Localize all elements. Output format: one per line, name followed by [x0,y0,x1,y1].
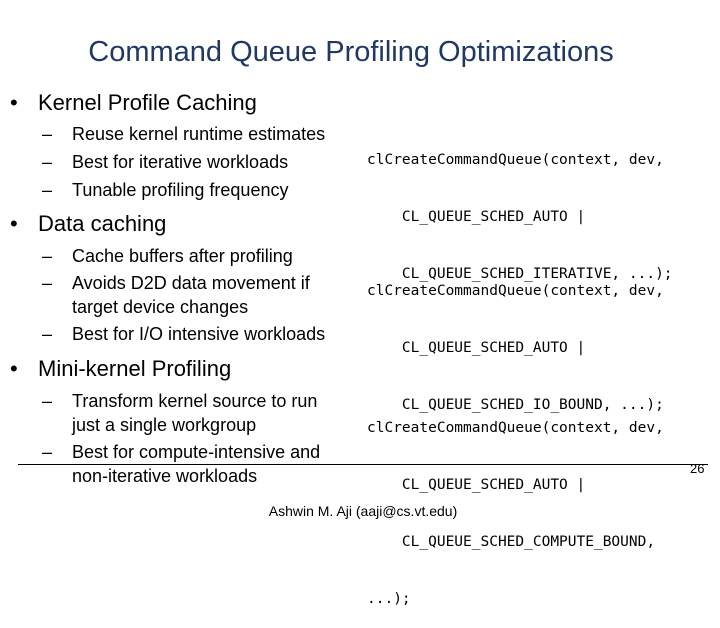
list-item-continuation: target device changes [72,297,249,317]
bullet-heading: Mini-kernel Profiling [38,356,232,381]
footer-author: Ashwin M. Aji (aaji@cs.vt.edu) [268,503,458,519]
list-item-continuation: non-iterative workloads [72,466,258,486]
bullet-dot-icon: • [10,356,18,381]
list-item: – Reuse kernel runtime estimates [42,124,326,144]
dash-icon: – [42,124,53,144]
code-line: CL_QUEUE_SCHED_AUTO | [367,209,586,225]
list-item: – Avoids D2D data movement if [42,273,310,293]
code-line: clCreateCommandQueue(context, dev, [367,152,664,168]
bullet-heading: Kernel Profile Caching [38,90,257,115]
list-item: – Transform kernel source to run [42,391,318,411]
code-line: CL_QUEUE_SCHED_IO_BOUND, ...); [367,397,664,413]
sub-list-mini-kernel-profiling [42,389,352,488]
bullet-dot-icon: • [10,211,18,236]
bullet-data-caching [10,211,166,237]
slide-title: Command Queue Profiling Optimizations [88,36,614,68]
dash-icon: – [42,442,53,462]
list-item: – Best for compute-intensive and [42,442,321,462]
bullet-kernel-profile-caching [10,90,257,116]
dash-icon: – [42,273,53,293]
dash-icon: – [42,324,53,344]
list-item: – Best for I/O intensive workloads [42,324,326,344]
code-line: ...); [367,591,411,607]
sub-list-kernel-profile-caching [42,122,352,202]
dash-icon: – [42,246,53,266]
list-item: – Best for iterative workloads [42,152,289,172]
dash-icon: – [42,180,53,200]
dash-icon: – [42,152,53,172]
code-line: CL_QUEUE_SCHED_AUTO | [367,477,586,493]
list-item: – Cache buffers after profiling [42,246,293,266]
code-line: CL_QUEUE_SCHED_AUTO | [367,340,586,356]
sub-list-data-caching [42,244,352,346]
list-item: – Tunable profiling frequency [42,180,289,200]
dash-icon: – [42,391,53,411]
code-line: CL_QUEUE_SCHED_ITERATIVE, ...); [367,266,673,282]
footer-divider [18,464,708,465]
code-line: CL_QUEUE_SCHED_COMPUTE_BOUND, [367,534,656,550]
bullet-heading: Data caching [38,211,167,236]
code-line: clCreateCommandQueue(context, dev, [367,283,664,299]
list-item-continuation: just a single workgroup [72,415,257,435]
bullet-mini-kernel-profiling [10,356,231,382]
page-number: 26 [690,461,705,476]
bullet-dot-icon: • [10,90,18,115]
code-line: clCreateCommandQueue(context, dev, [367,420,664,436]
